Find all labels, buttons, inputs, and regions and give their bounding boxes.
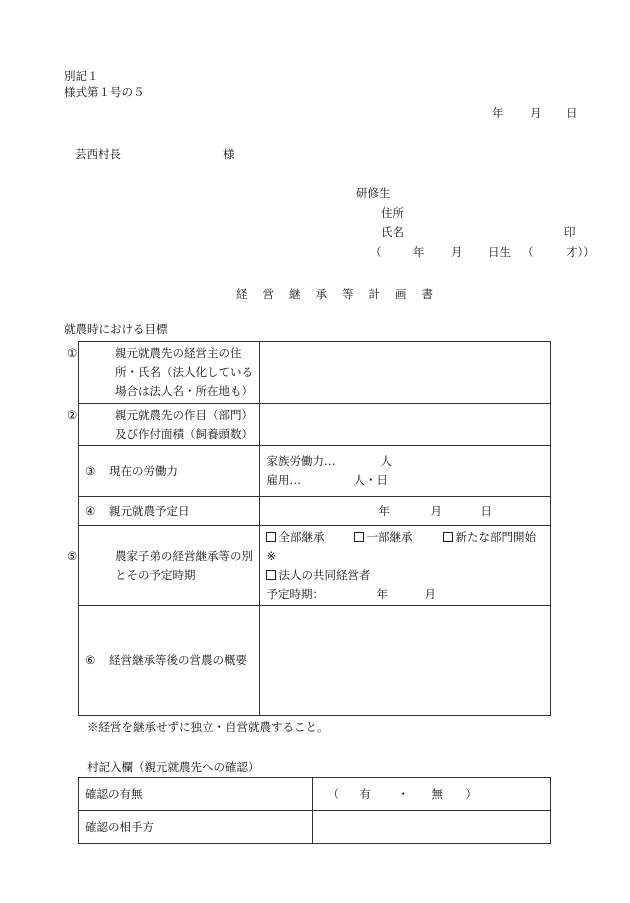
applicant-role: 研修生	[356, 186, 391, 200]
paren-open: （	[327, 786, 339, 801]
goal-row-5-field	[260, 526, 551, 606]
goal-label: 経営継承等後の営農の概要	[109, 653, 247, 667]
goal-row-3-field[interactable]	[260, 446, 551, 497]
goal-num: ⑥	[85, 653, 96, 667]
employment-unit: 人・日	[353, 473, 388, 487]
title-char: 承	[315, 287, 327, 301]
title-char: 営	[262, 287, 274, 301]
birth-day: 日生	[488, 245, 511, 259]
goal-num: ④	[85, 503, 96, 518]
goal-row-4	[79, 497, 551, 526]
goal-row-3-label	[79, 446, 260, 497]
goal-label: 現在の労働力	[109, 463, 178, 478]
goal-label: 親元就農先の作目（部門）及び作付面積（飼養頭数）	[115, 407, 253, 441]
goal-row-1-label	[67, 342, 260, 404]
option-label: 新たな部門開始	[455, 529, 536, 544]
village-row-2	[79, 811, 551, 844]
addressee-name: 芸西村長	[75, 147, 121, 161]
goal-row-1-field[interactable]	[260, 342, 551, 404]
goal-num: ①	[67, 346, 78, 360]
title-char: 継	[289, 287, 301, 301]
village-row-1-field[interactable]	[313, 778, 551, 811]
age-close-paren: 才））	[566, 245, 595, 259]
goal-row-5-label	[67, 526, 260, 606]
goal-label: 農家子弟の経営継承等の別とその予定時期	[115, 548, 253, 582]
form-number: 様式第１号の５	[64, 85, 145, 99]
goal-row-6	[79, 606, 551, 716]
title-char: 等	[342, 287, 354, 301]
checkbox[interactable]	[266, 570, 276, 580]
option-new-division[interactable]	[443, 530, 536, 544]
village-table	[78, 777, 551, 844]
title-char: 画	[395, 287, 407, 301]
goal-label: 親元就農予定日	[109, 503, 190, 518]
address-label: 住所	[381, 206, 404, 220]
village-row-2-field[interactable]	[313, 811, 551, 844]
village-row-1-label: 確認の有無	[79, 778, 313, 811]
paren-close: ）	[465, 786, 477, 801]
checkbox[interactable]	[266, 532, 276, 542]
option-label: 法人の共同経営者	[278, 567, 371, 582]
birth-month: 月	[451, 245, 463, 259]
goals-table	[67, 341, 551, 716]
goal-label: 親元就農先の経営主の住所・氏名（法人化している場合は法人名・所在地も）	[115, 346, 253, 398]
option-label: 全部継承	[278, 529, 325, 544]
birth-year: 年	[413, 245, 425, 259]
option-partial-succession[interactable]	[354, 528, 443, 547]
option-label: 一部継承	[366, 529, 413, 544]
goal-row-3	[79, 446, 551, 497]
goal-row-5	[79, 526, 551, 606]
option-yes[interactable]: 有	[359, 786, 371, 801]
footnote: ※経営を継承せずに独立・自営就農すること。	[87, 720, 329, 734]
age-open-paren: （	[522, 245, 534, 259]
village-heading: 村記入欄（親元就農先への確認）	[87, 760, 260, 774]
option-no[interactable]: 無	[431, 786, 443, 801]
checkbox[interactable]	[354, 532, 364, 542]
name-label: 氏名	[381, 225, 404, 239]
checkbox[interactable]	[443, 532, 453, 542]
date-day: 日	[566, 106, 578, 120]
separator-dot: ・	[397, 786, 409, 801]
date-month: 月	[530, 106, 542, 120]
appendix-label: 別記１	[64, 69, 99, 83]
birth-open-paren: （	[370, 245, 382, 259]
goal-num: ⑤	[67, 548, 78, 563]
goal-row-6-label	[79, 606, 260, 716]
village-row-2-label: 確認の相手方	[79, 811, 313, 844]
goal-row-1	[79, 342, 551, 404]
goal-row-4-field[interactable]	[260, 497, 551, 526]
goals-heading: 就農時における目標	[64, 322, 168, 336]
seal-mark: 印	[564, 225, 576, 239]
goal-row-2-field[interactable]	[260, 404, 551, 446]
goal-num: ②	[67, 407, 78, 422]
goal-row-2-label	[67, 404, 260, 446]
note-mark: ※	[266, 548, 277, 563]
start-day: 日	[480, 503, 492, 518]
date-year: 年	[492, 106, 504, 120]
option-full-succession[interactable]	[266, 528, 354, 547]
employment-label: 雇用…	[266, 473, 301, 487]
schedule-month: 月	[424, 586, 436, 601]
family-labor-label: 家族労働力…	[266, 454, 336, 468]
title-char: 経	[236, 287, 248, 301]
goal-row-4-label	[79, 497, 260, 526]
family-labor-unit: 人	[380, 454, 392, 468]
goal-row-2	[79, 404, 551, 446]
start-year: 年	[378, 503, 390, 518]
village-row-1	[79, 778, 551, 811]
schedule-year: 年	[376, 586, 388, 601]
title-char: 計	[368, 287, 380, 301]
document-title	[236, 287, 433, 301]
option-corporate-co-manager[interactable]	[266, 566, 550, 585]
start-month: 月	[430, 503, 442, 518]
goal-row-6-field[interactable]	[260, 606, 551, 716]
title-char: 書	[421, 287, 433, 301]
schedule-label: 予定時期：	[266, 586, 324, 601]
goal-num: ③	[85, 463, 96, 478]
addressee-honorific: 様	[223, 147, 235, 161]
